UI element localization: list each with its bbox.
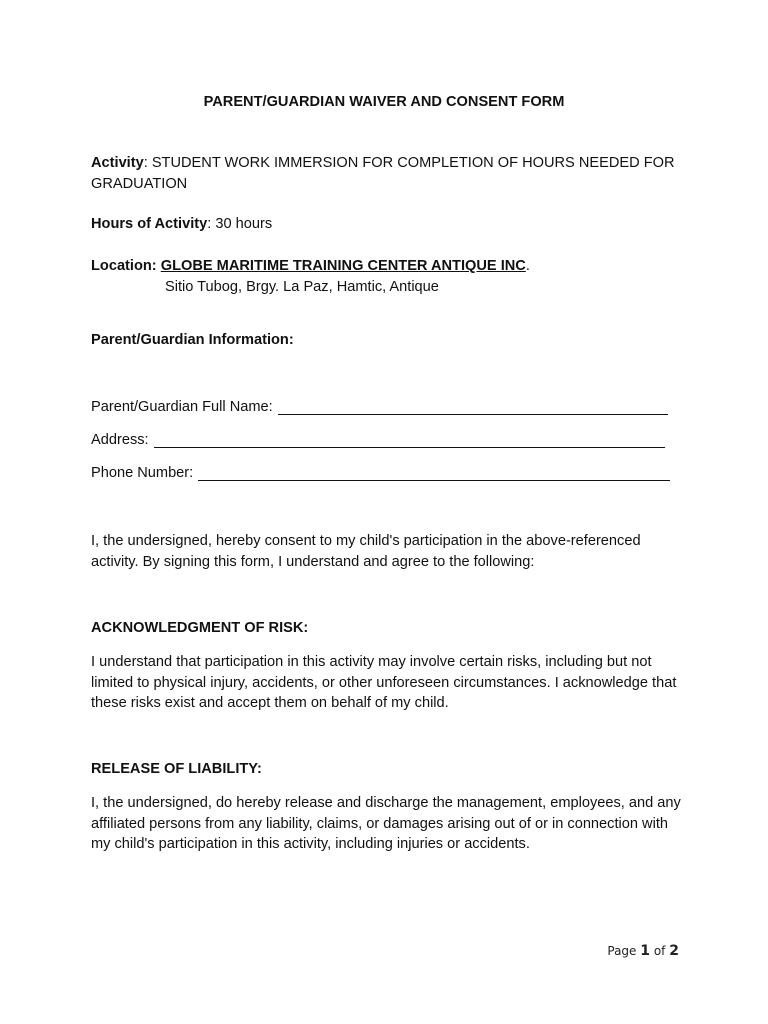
- hours-line: [91, 214, 681, 235]
- of-word: of: [653, 944, 666, 958]
- hours-value: : 30 hours: [207, 216, 273, 232]
- address-label: Address:: [91, 432, 149, 448]
- location-name: GLOBE MARITIME TRAINING CENTER ANTIQUE INC: [160, 258, 526, 274]
- risk-paragraph: I understand that participation in this activity may involve certain risks, including but not limited to physical injury, accidents, or other unforeseen circumstances. I acknowledge that these risks exist and accept them on behalf of my child.: [91, 654, 677, 712]
- activity-value: : STUDENT WORK IMMERSION FOR COMPLETION OF HOURS NEEDED FOR GRADUATION: [91, 155, 675, 192]
- full-name-blank-line[interactable]: [278, 399, 668, 415]
- activity-label: Activity: [91, 155, 144, 171]
- risk-heading: ACKNOWLEDGMENT OF RISK:: [91, 620, 309, 636]
- form-title: PARENT/GUARDIAN WAIVER AND CONSENT FORM: [203, 94, 565, 110]
- consent-paragraph: I, the undersigned, hereby consent to my child's participation in the above-referenced activity. By signing this form, I understand and agree to the following:: [91, 533, 641, 570]
- location-line: [91, 256, 681, 297]
- full-name-label: Parent/Guardian Full Name:: [91, 399, 273, 415]
- hours-label: Hours of Activity: [91, 216, 208, 232]
- phone-label: Phone Number:: [91, 465, 194, 481]
- page-word: Page: [607, 944, 637, 958]
- activity-line: [91, 153, 681, 194]
- total-pages: 2: [669, 943, 679, 959]
- location-label: Location:: [91, 258, 157, 274]
- liability-paragraph: I, the undersigned, do hereby release and discharge the management, employees, and any affiliated persons from any liability, claims, or damages arising out of or in connection with my child's participation in this activity, including injuries or accidents.: [91, 795, 681, 853]
- location-punct: .: [525, 258, 530, 274]
- address-blank-line[interactable]: [154, 432, 665, 448]
- phone-blank-line[interactable]: [198, 465, 670, 481]
- page-number: [560, 941, 679, 962]
- location-address: Sitio Tubog, Brgy. La Paz, Hamtic, Antique: [165, 278, 439, 295]
- address-field[interactable]: [91, 430, 665, 451]
- liability-heading: RELEASE OF LIABILITY:: [91, 761, 262, 777]
- guardian-info-heading: Parent/Guardian Information:: [91, 332, 294, 348]
- phone-field[interactable]: [91, 463, 670, 484]
- current-page: 1: [640, 943, 651, 959]
- full-name-field[interactable]: [91, 397, 668, 418]
